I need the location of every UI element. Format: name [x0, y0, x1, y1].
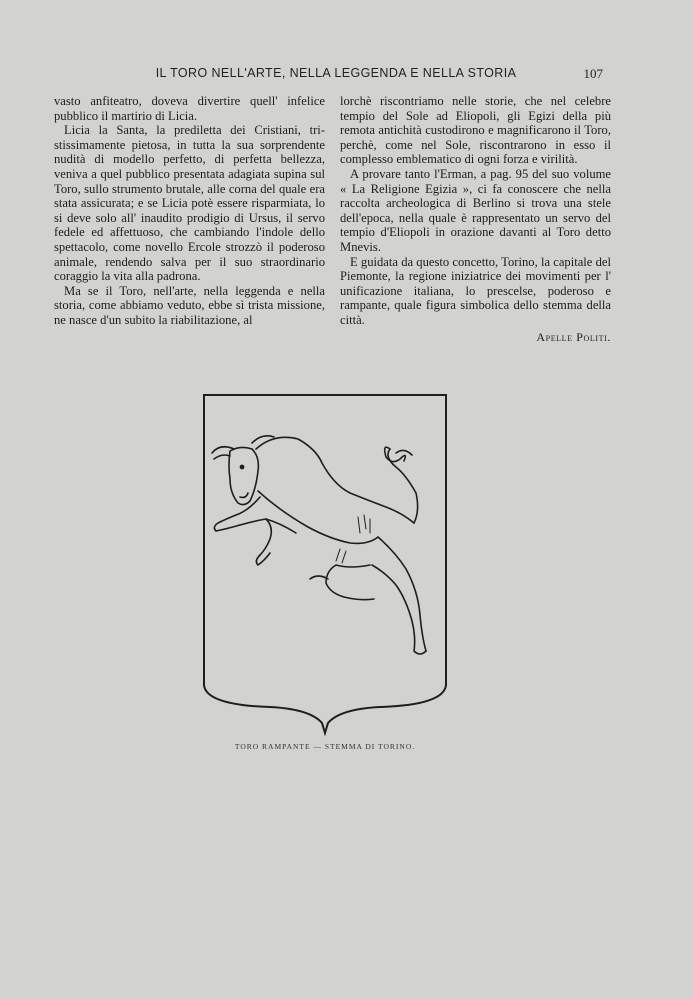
- paragraph: A provare tanto l'Erman, a pag. 95 del suo volume « La Religione Egizia », ci fa conoscere che nella raccolta archeologica di Berlino si trova una stele dell'epoca, nella quale è rappresentato un servo del tempio d'Eliopoli in orazione davanti al Toro detto Mnevis.: [340, 166, 611, 254]
- bull-figure: [212, 436, 426, 654]
- figure-caption: TORO RAMPANTE — STEMMA DI TORINO.: [234, 742, 416, 751]
- paragraph: Licia la Santa, la prediletta dei Cristiani, tristissimamente pietosa, in tutta la sua sorprendente nudità di modello perfetto, di perfetta bellezza, veniva a quel pubblico presentata adagiata supina sul Toro, sullo strumento brutale, alle corna del quale era stata assicurata; e se Licia potè essere risparmiata, lo si deve solo all' inaudito prodigio di Ursus, il servo fedele ed affettuoso, che cambiando l'indole dello spettacolo, come novello Ercole strozzò il poderoso animale, rendendo salva per il suo straordinario coraggio la vita alla padrona.: [54, 123, 325, 284]
- paragraph: lorchè riscontriamo nelle storie, che nel celebre tempio del Sole ad Eliopoli, gli Egizi della più remota antichità custodirono e magnificarono il Toro, perchè, come nel Sole, riscontrarono in esso il complesso emblematico di ogni forza e virilità.: [340, 94, 611, 167]
- left-column: [54, 94, 325, 328]
- paragraph: vasto anfiteatro, doveva divertire quell' infelice pubblico il martirio di Licia.: [54, 94, 325, 123]
- rampant-bull-shield-icon: [200, 393, 450, 738]
- paragraph: E guidata da questo concetto, Torino, la capitale del Piemonte, la regione iniziatrice dei movimenti per l' unificazione italiana, lo prescelse, poderoso e rampante, quale figura simbolica dello stemma della città.: [340, 254, 611, 327]
- running-title: IL TORO NELL'ARTE, NELLA LEGGENDA E NELLA STORIA: [155, 66, 517, 80]
- shield-outline: [204, 395, 446, 733]
- paragraph: Ma se il Toro, nell'arte, nella leggenda e nella storia, come abbiamo veduto, ebbe sì trista missione, ne nasce d'un subito la riabilitazione, al: [54, 283, 325, 327]
- author-signature: Apelle Politi.: [536, 329, 611, 344]
- page-number: 107: [583, 66, 603, 81]
- right-column: [340, 94, 611, 344]
